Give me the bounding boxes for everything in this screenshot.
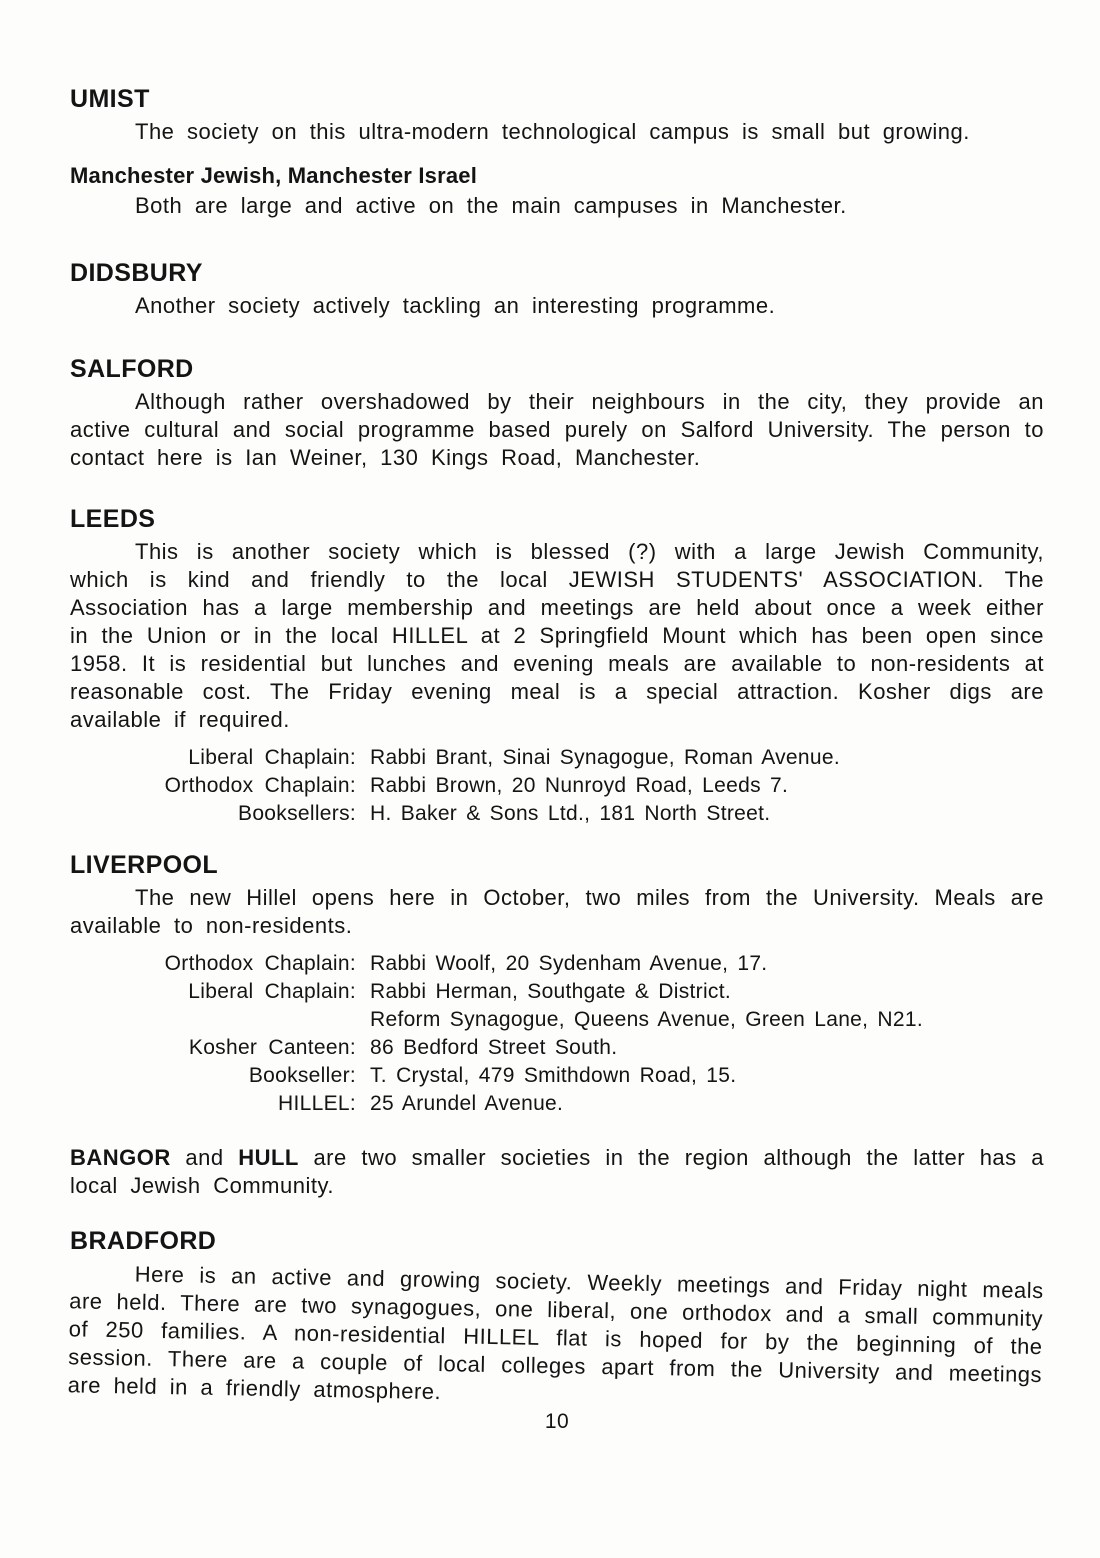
didsbury-paragraph: Another society actively tackling an interesting programme. [135,293,776,318]
section-leeds [70,506,1044,828]
leeds-paragraph: This is another society which is blessed (?) with a large Jewish Community, which is kind and friendly to the local JEWISH STUDENTS' ASSOCIATION. The Association has a large membership and meetings are held about once a week either in the Union or in the local HILLEL at 2 Springfield Mount which has been open since 1958. It is residential but lunches and evening meals are available to non-residents at reasonable cost. The Friday evening meal is a special attraction. Kosher digs are available if required. [70,539,1044,732]
umist-heading: UMIST [70,85,150,113]
contact-value-line2: Reform Synagogue, Queens Avenue, Green Lane, N21. [370,1008,923,1031]
contact-value: Rabbi Brant, Sinai Synagogue, Roman Avenue. [370,746,840,769]
liverpool-heading: LIVERPOOL [70,851,219,879]
bradford-heading: BRADFORD [70,1227,217,1255]
section-liverpool [70,852,1044,1118]
contact-value: T. Crystal, 479 Smithdown Road, 15. [370,1064,737,1087]
contact-value [370,978,1044,1034]
bangor-hull-paragraph [70,1144,1044,1200]
contact-label: Kosher Canteen: [188,1036,356,1059]
bangor-hull-and: and [170,1145,239,1170]
contact-row [70,950,1044,978]
contact-value: 86 Bedford Street South. [370,1036,618,1059]
contact-row [70,800,1044,828]
contact-value: Rabbi Brown, 20 Nunroyd Road, Leeds 7. [370,774,789,797]
contact-value: 25 Arundel Avenue. [370,1092,564,1115]
salford-paragraph: Although rather overshadowed by their neighbours in the city, they provide an active cultural and social programme based purely on Salford University. The person to contact here is Ian Weiner, 130 Kings Road, Manchester. [70,389,1044,470]
contact-value-line1: Rabbi Herman, Southgate & District. [370,980,731,1003]
contact-row [70,978,1044,1034]
contact-value: H. Baker & Sons Ltd., 181 North Street. [370,802,771,825]
bangor-hull-rest: are two smaller societies in the region although the latter has a local Jewish Community. [70,1145,1044,1198]
liverpool-contacts [70,950,1044,1118]
contact-label: Orthodox Chaplain: [164,952,356,975]
contact-label: Orthodox Chaplain: [164,774,356,797]
contact-row [70,772,1044,800]
hull-bold: HULL [238,1145,299,1170]
contact-label: HILLEL: [278,1092,356,1115]
bradford-paragraph: Here is an active and growing society. Weekly meetings and Friday night meals are held. There are two synagogues, one liberal, one orthodox and a small community of 250 families. A non-residential HILLEL flat is hoped for by the beginning of the session. There are a couple of local colleges apart from the University and meetings are held in a friendly atmosphere. [67,1261,1044,1405]
section-salford [70,356,1044,472]
contact-label: Booksellers: [238,802,356,825]
section-didsbury [70,260,1044,320]
section-umist [70,86,1044,146]
didsbury-heading: DIDSBURY [70,259,203,287]
contact-row [70,744,1044,772]
leeds-heading: LEEDS [70,505,156,533]
section-bradford [67,1227,1044,1405]
contact-label: Liberal Chaplain: [188,746,356,769]
manchester-heading: Manchester Jewish, Manchester Israel [70,163,478,188]
contact-value: Rabbi Woolf, 20 Sydenham Avenue, 17. [370,952,768,975]
contact-row [70,1062,1044,1090]
leeds-contacts [70,744,1044,828]
contact-label: Liberal Chaplain: [188,980,356,1003]
liverpool-paragraph: The new Hillel opens here in October, two miles from the University. Meals are available to non-residents. [70,885,1044,938]
umist-paragraph: The society on this ultra-modern technological campus is small but growing. [135,119,970,144]
contact-label: Bookseller: [248,1064,356,1087]
page-number: 10 [544,1410,570,1433]
contact-row [70,1090,1044,1118]
manchester-paragraph: Both are large and active on the main campuses in Manchester. [135,193,847,218]
salford-heading: SALFORD [70,355,194,383]
contact-row [70,1034,1044,1062]
section-bangor-hull [70,1144,1044,1200]
bangor-bold: BANGOR [70,1145,171,1170]
section-manchester [70,164,1044,220]
